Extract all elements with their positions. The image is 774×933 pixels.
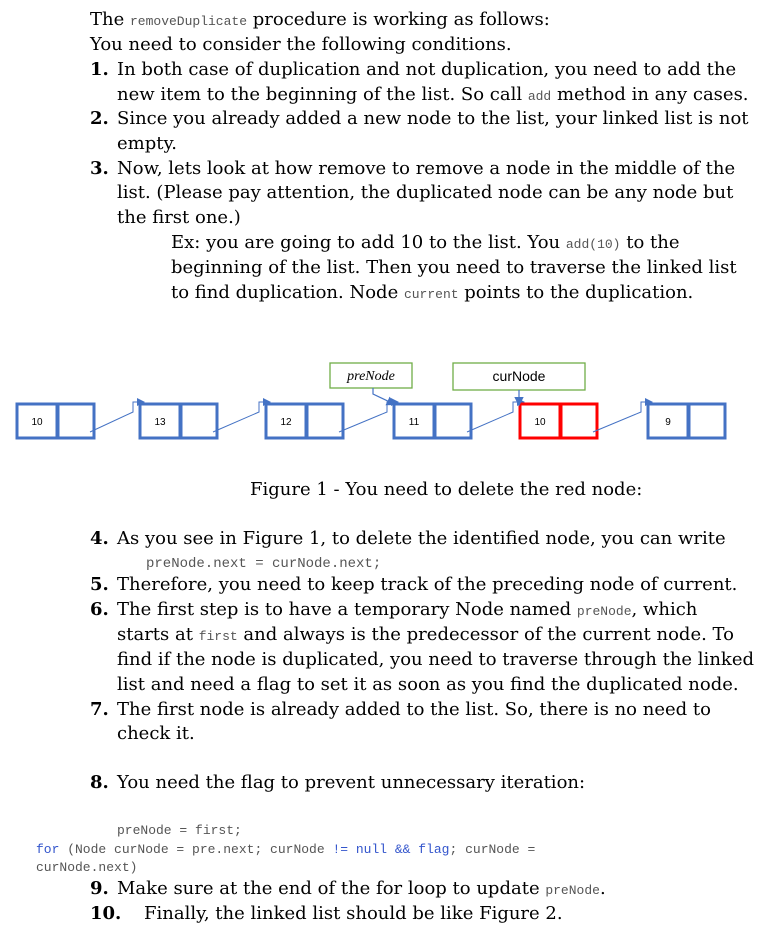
inline-code: removeDuplicate bbox=[129, 14, 248, 29]
node-value-label: 12 bbox=[280, 417, 292, 428]
node-value-label: 13 bbox=[154, 417, 166, 428]
node-next-box bbox=[181, 404, 217, 438]
node-value-label: 11 bbox=[408, 417, 420, 428]
item-4-line-1: As you see in Figure 1, to delete the identified node, you can write bbox=[117, 528, 726, 549]
item-3-line-3: the first one.) bbox=[117, 207, 241, 228]
example-line-3: to find duplication. Node current points to the duplication. bbox=[171, 282, 694, 303]
node-next-box bbox=[689, 404, 725, 438]
svg-text:preNode: preNode bbox=[347, 369, 395, 384]
intro-line-2: You need to consider the following conditions. bbox=[90, 34, 512, 55]
next-pointer-arrow bbox=[593, 402, 651, 432]
item-number: 1. bbox=[90, 59, 109, 80]
list-node bbox=[17, 404, 94, 438]
node-next-box bbox=[435, 404, 471, 438]
item-number: 8. bbox=[90, 772, 109, 793]
figure-caption: Figure 1 - You need to delete the red node: bbox=[250, 479, 643, 500]
item-number: 10. bbox=[90, 903, 122, 924]
code-line-1: preNode = first; bbox=[117, 823, 242, 838]
cur-node-label bbox=[453, 363, 585, 390]
item-1-line-2: new item to the beginning of the list. So call add method in any cases. bbox=[117, 84, 749, 105]
item-2-line-1: Since you already added a new node to the list, your linked list is not bbox=[117, 108, 749, 129]
list-node bbox=[140, 404, 217, 438]
node-value-label: 10 bbox=[534, 417, 546, 428]
node-value-label: 9 bbox=[665, 417, 671, 428]
item-number: 9. bbox=[90, 878, 109, 899]
item-6-line-3: find if the node is duplicated, you need to traverse through the linked bbox=[117, 649, 754, 670]
code-line-3: curNode.next) bbox=[36, 860, 138, 875]
item-7-line-2: check it. bbox=[117, 723, 195, 744]
node-next-box bbox=[58, 404, 94, 438]
item-5-line-1: Therefore, you need to keep track of the preceding node of current. bbox=[117, 574, 738, 595]
next-pointer-arrow bbox=[90, 402, 143, 432]
item-number: 4. bbox=[90, 528, 109, 549]
list-node bbox=[394, 404, 471, 438]
code-line-2: for (Node curNode = pre.next; curNode != null && flag; curNode = bbox=[36, 842, 536, 857]
item-6-line-2: starts at first and always is the predecessor of the current node. To bbox=[117, 624, 734, 645]
item-6-line-1: The first step is to have a temporary Node named preNode, which bbox=[117, 599, 698, 620]
item-6-line-4: list and need a flag to set it as soon as you find the duplicated node. bbox=[117, 674, 739, 695]
linked-list-diagram bbox=[0, 350, 774, 450]
next-pointer-arrow bbox=[213, 402, 269, 432]
item-3-line-2: list. (Please pay attention, the duplicated node can be any node but bbox=[117, 182, 734, 203]
item-2-line-2: empty. bbox=[117, 133, 177, 154]
next-pointer-arrow bbox=[339, 402, 397, 432]
item-9-line-1: Make sure at the end of the for loop to update preNode. bbox=[117, 878, 606, 899]
item-number: 2. bbox=[90, 108, 109, 129]
item-number: 7. bbox=[90, 699, 109, 720]
node-next-box bbox=[561, 404, 597, 438]
item-10-line-1: Finally, the linked list should be like Figure 2. bbox=[144, 903, 563, 924]
list-node bbox=[648, 404, 725, 438]
item-1-line-1: In both case of duplication and not duplication, you need to add the bbox=[117, 59, 737, 80]
next-pointer-arrow bbox=[467, 402, 523, 432]
item-4-code: preNode.next = curNode.next; bbox=[146, 556, 382, 572]
svg-text:curNode: curNode bbox=[492, 368, 546, 384]
pre-node-label bbox=[330, 363, 412, 388]
item-7-line-1: The first node is already added to the list. So, there is no need to bbox=[117, 699, 711, 720]
node-next-box bbox=[307, 404, 343, 438]
example-line-1: Ex: you are going to add 10 to the list. You add(10) to the bbox=[171, 232, 680, 253]
item-8-line-1: You need the flag to prevent unnecessary iteration: bbox=[117, 772, 586, 793]
intro-line-1: The removeDuplicate procedure is working as follows: bbox=[90, 9, 550, 30]
node-value-label: 10 bbox=[31, 417, 43, 428]
item-number: 6. bbox=[90, 599, 109, 620]
item-number: 3. bbox=[90, 158, 109, 179]
list-node bbox=[520, 404, 597, 438]
example-line-2: beginning of the list. Then you need to traverse the linked list bbox=[171, 257, 737, 278]
item-number: 5. bbox=[90, 574, 109, 595]
list-node bbox=[266, 404, 343, 438]
item-3-line-1: Now, lets look at how remove to remove a node in the middle of the bbox=[117, 158, 736, 179]
